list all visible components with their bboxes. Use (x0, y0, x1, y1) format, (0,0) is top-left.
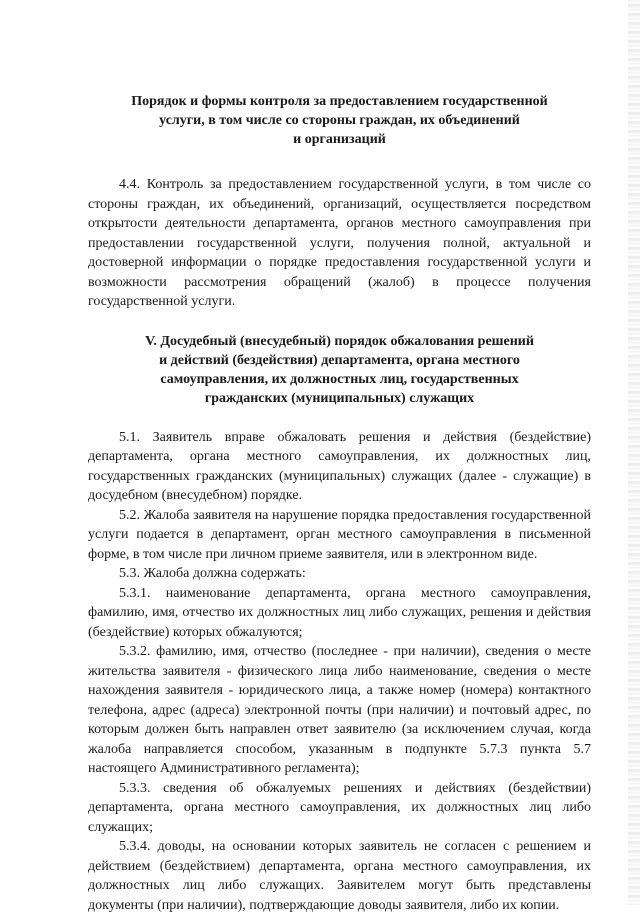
section-5-heading-line: самоуправления, их должностных лиц, государственных (160, 371, 519, 387)
document-body (88, 92, 591, 915)
paragraph-4-4: 4.4. Контроль за предоставлением государственной услуги, в том числе со стороны граждан, их объединений, организаций, осуществляется посредством открытости деятельности департамента, органов местного самоуправления при предоставлении государственной услуги, получения полной, актуальной и достоверной информации о порядке предоставления государственной услуги и возможности рассмотрения обращений (жалоб) в процессе получения государственной услуги. (88, 177, 591, 309)
paragraph-5-3-2: 5.3.2. фамилию, имя, отчество (последнее - при наличии), сведения о месте жительства заявителя - физического лица либо наименование, сведения о месте нахождения заявителя - юридического лица, а также номер (номера) контактного телефона, адрес (адреса) электронной почты (при наличии) и почтовый адрес, по которым должен быть направлен ответ заявителю (за исключением случая, когда жалоба направляется способом, указанным в подпункте 5.7.3 пункта 5.7 настоящего Административного регламента); (88, 644, 591, 776)
section-4-heading-line: и организаций (293, 132, 386, 147)
paragraph-5-3: 5.3. Жалоба должна содержать: (119, 566, 306, 581)
scan-edge-artifact (628, 0, 640, 905)
section-5-heading-line: гражданских (муниципальных) служащих (204, 390, 475, 406)
paragraph-5-3-1: 5.3.1. наименование департамента, органа местного самоуправления, фамилию, имя, отчество их должностных лиц либо служащих, решения и действия (бездействие) которых обжалуются; (88, 585, 591, 640)
section-4-heading-line: Порядок и формы контроля за предоставлением государственной (131, 94, 548, 109)
section-5-heading (88, 332, 591, 408)
paragraph-5-2: 5.2. Жалоба заявителя на нарушение порядка предоставления государственной услуги подается в департамент, орган местного самоуправления в письменной форме, в том числе при личном приеме заявителя, или в электронном виде. (88, 507, 591, 562)
paragraph-5-1: 5.1. Заявитель вправе обжаловать решения и действия (бездействие) департамента, органа местного самоуправления, их должностных лиц, государственных гражданских (муниципальных) служащих (далее - служащие) в досудебном (внесудебном) порядке. (88, 429, 591, 503)
paragraph-5-3-4: 5.3.4. доводы, на основании которых заявитель не согласен с решением и действием (бездействием) департамента, органа местного самоуправления, их должностных лиц либо служащих. Заявителем могут быть представлены документы (при наличии), подтверждающие доводы заявителя, либо их копии. (88, 839, 591, 913)
section-4-heading-line: услуги, в том числе со стороны граждан, их объединений (159, 113, 520, 128)
paragraph-5-3-3: 5.3.3. сведения об обжалуемых решениях и действиях (бездействии) департамента, органа местного самоуправления, их должностных лиц либо служащих; (88, 780, 591, 835)
section-5-heading-line: V. Досудебный (внесудебный) порядок обжалования решений (145, 333, 534, 349)
section-5-heading-line: и действий (бездействия) департамента, органа местного (159, 352, 520, 368)
section-4-heading (88, 92, 591, 149)
